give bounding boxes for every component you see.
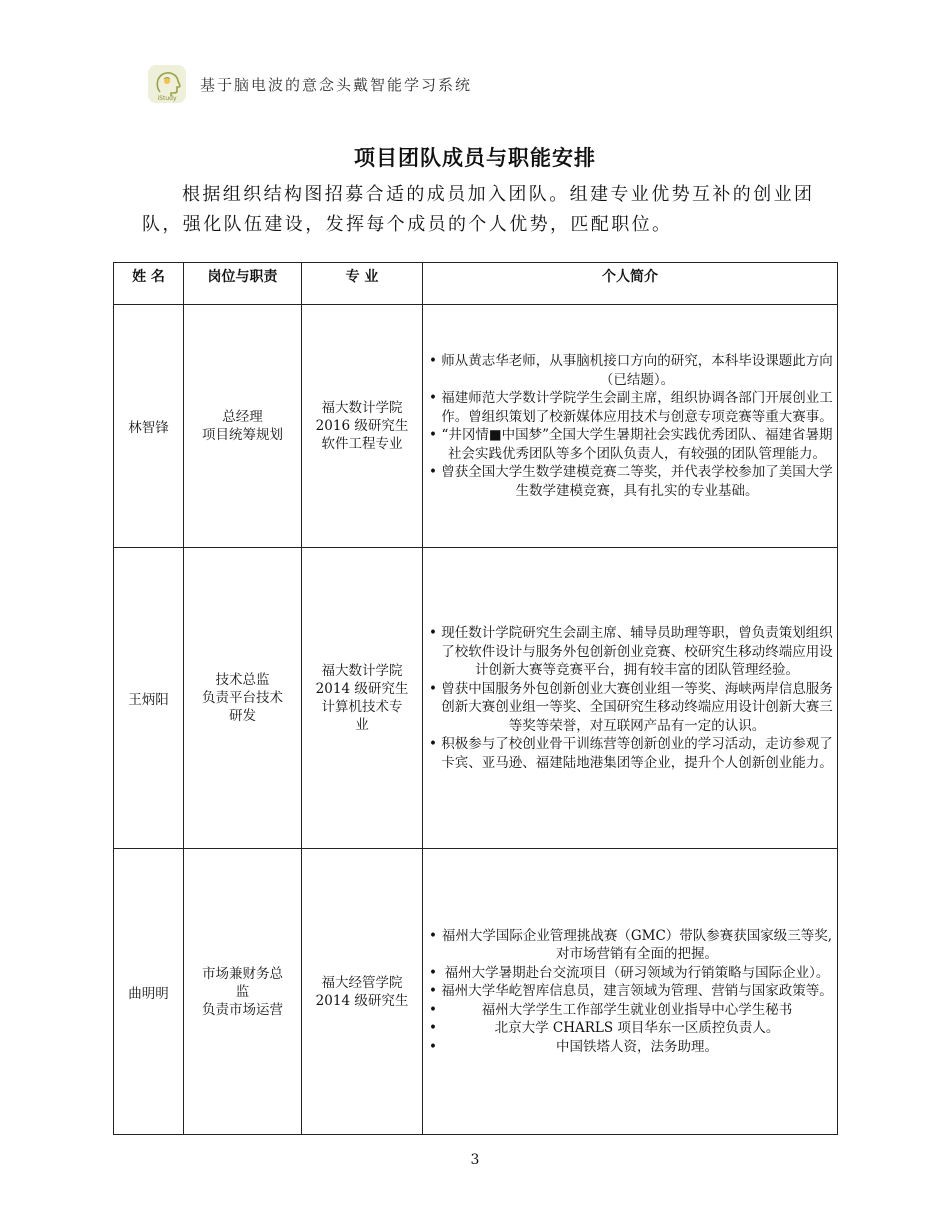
major-line: 福大数计学院 (321, 663, 403, 679)
header-bio: 个人简介 (423, 263, 838, 305)
major-line: 2014 级研究生 (315, 992, 409, 1009)
major-line: 业 (355, 717, 369, 733)
bio-item: • 福州大学国际企业管理挑战赛（GMC）带队参赛获国家级三等奖,对市场营销有全面的把握。 (427, 927, 833, 964)
bio-item: • 福州大学华屹智库信息员，建言领域为管理、营销与国家政策等。 (427, 982, 833, 1001)
major-line: 福大经管学院 (321, 974, 403, 991)
intro-paragraph (142, 180, 822, 240)
role-line: 负责市场运营 (202, 1001, 283, 1018)
bio-item: • 师从黄志华老师，从事脑机接口方向的研究，本科毕设课题此方向（已结题）。 (427, 352, 833, 389)
team-table (113, 262, 838, 1135)
member-bio (423, 849, 838, 1135)
bio-item: • 北京大学 CHARLS 项目华东一区质控负责人。 (427, 1019, 833, 1038)
major-line: 2016 级研究生 (315, 418, 409, 434)
major-line: 2014 级研究生 (315, 681, 409, 697)
member-role (184, 548, 302, 849)
table-header-row (114, 263, 838, 305)
bio-item: • 福建师范大学数计学院学生会副主席，组织协调各部门开展创业工作。曾组织策划了校新媒体应用技术与创意专项竞赛等重大赛事。 (427, 389, 833, 426)
member-bio (423, 548, 838, 849)
bio-item: • 曾获中国服务外包创新创业大赛创业组一等奖、海峡两岸信息服务创新大赛创业组一等奖、全国研究生移动终端应用设计创新大赛三等奖等荣誉，对互联网产品有一定的认识。 (427, 680, 833, 736)
istudy-logo (148, 65, 186, 103)
bio-item: • 福州大学暑期赴台交流项目（研习领域为行销策略与国际企业）。 (427, 964, 833, 983)
logo-text: iStudy (157, 95, 177, 102)
page-header (148, 64, 472, 104)
member-role (184, 849, 302, 1135)
role-line: 市场兼财务总 (202, 965, 283, 982)
page-number: 3 (470, 1152, 480, 1168)
role-line: 研发 (229, 708, 256, 724)
member-major (302, 849, 423, 1135)
table-row (114, 849, 838, 1135)
role-line: 项目统筹规划 (202, 427, 283, 443)
role-line: 监 (235, 983, 250, 1000)
major-line: 福大数计学院 (321, 400, 403, 416)
major-line: 软件工程专业 (321, 436, 403, 452)
header-name: 姓 名 (114, 263, 184, 305)
header-title: 基于脑电波的意念头戴智能学习系统 (200, 75, 473, 94)
member-bio (423, 305, 838, 548)
bio-item: • 福州大学学生工作部学生就业创业指导中心学生秘书 (427, 1001, 833, 1020)
member-major (302, 548, 423, 849)
member-name: 曲明明 (114, 849, 184, 1135)
header-role: 岗位与职责 (184, 263, 302, 305)
member-name: 王炳阳 (114, 548, 184, 849)
major-line: 计算机技术专 (321, 699, 403, 715)
bio-item: • 中国铁塔人资，法务助理。 (427, 1038, 833, 1057)
bio-item: • 曾获全国大学生数学建模竞赛二等奖，并代表学校参加了美国大学生数学建模竞赛，具有扎实的专业基础。 (427, 463, 833, 500)
bio-item: • 现任数计学院研究生会副主席、辅导员助理等职，曾负责策划组织了校软件设计与服务外包创新创业竞赛、校研究生移动终端应用设计创新大赛等竞赛平台，拥有较丰富的团队管理经验。 (427, 624, 833, 680)
bio-item: • “井冈情■中国梦”全国大学生暑期社会实践优秀团队、福建省暑期社会实践优秀团队等多个团队负责人，有较强的团队管理能力。 (427, 426, 833, 463)
role-line: 技术总监 (215, 672, 270, 688)
header-major: 专 业 (302, 263, 423, 305)
table-row (114, 548, 838, 849)
member-role (184, 305, 302, 548)
page-title: 项目团队成员与职能安排 (354, 146, 596, 170)
role-line: 负责平台技术 (202, 690, 283, 706)
bio-item: • 积极参与了校创业骨干训练营等创新创业的学习活动，走访参观了卡宾、亚马逊、福建陆地港集团等企业，提升个人创新创业能力。 (427, 735, 833, 772)
intro-text: 根据组织结构图招募合适的成员加入团队。组建专业优势互补的创业团队，强化队伍建设，发挥每个成员的个人优势，匹配职位。 (142, 184, 815, 235)
table-row (114, 305, 838, 548)
member-major (302, 305, 423, 548)
role-line: 总经理 (222, 409, 263, 425)
member-name: 林智锋 (114, 305, 184, 548)
